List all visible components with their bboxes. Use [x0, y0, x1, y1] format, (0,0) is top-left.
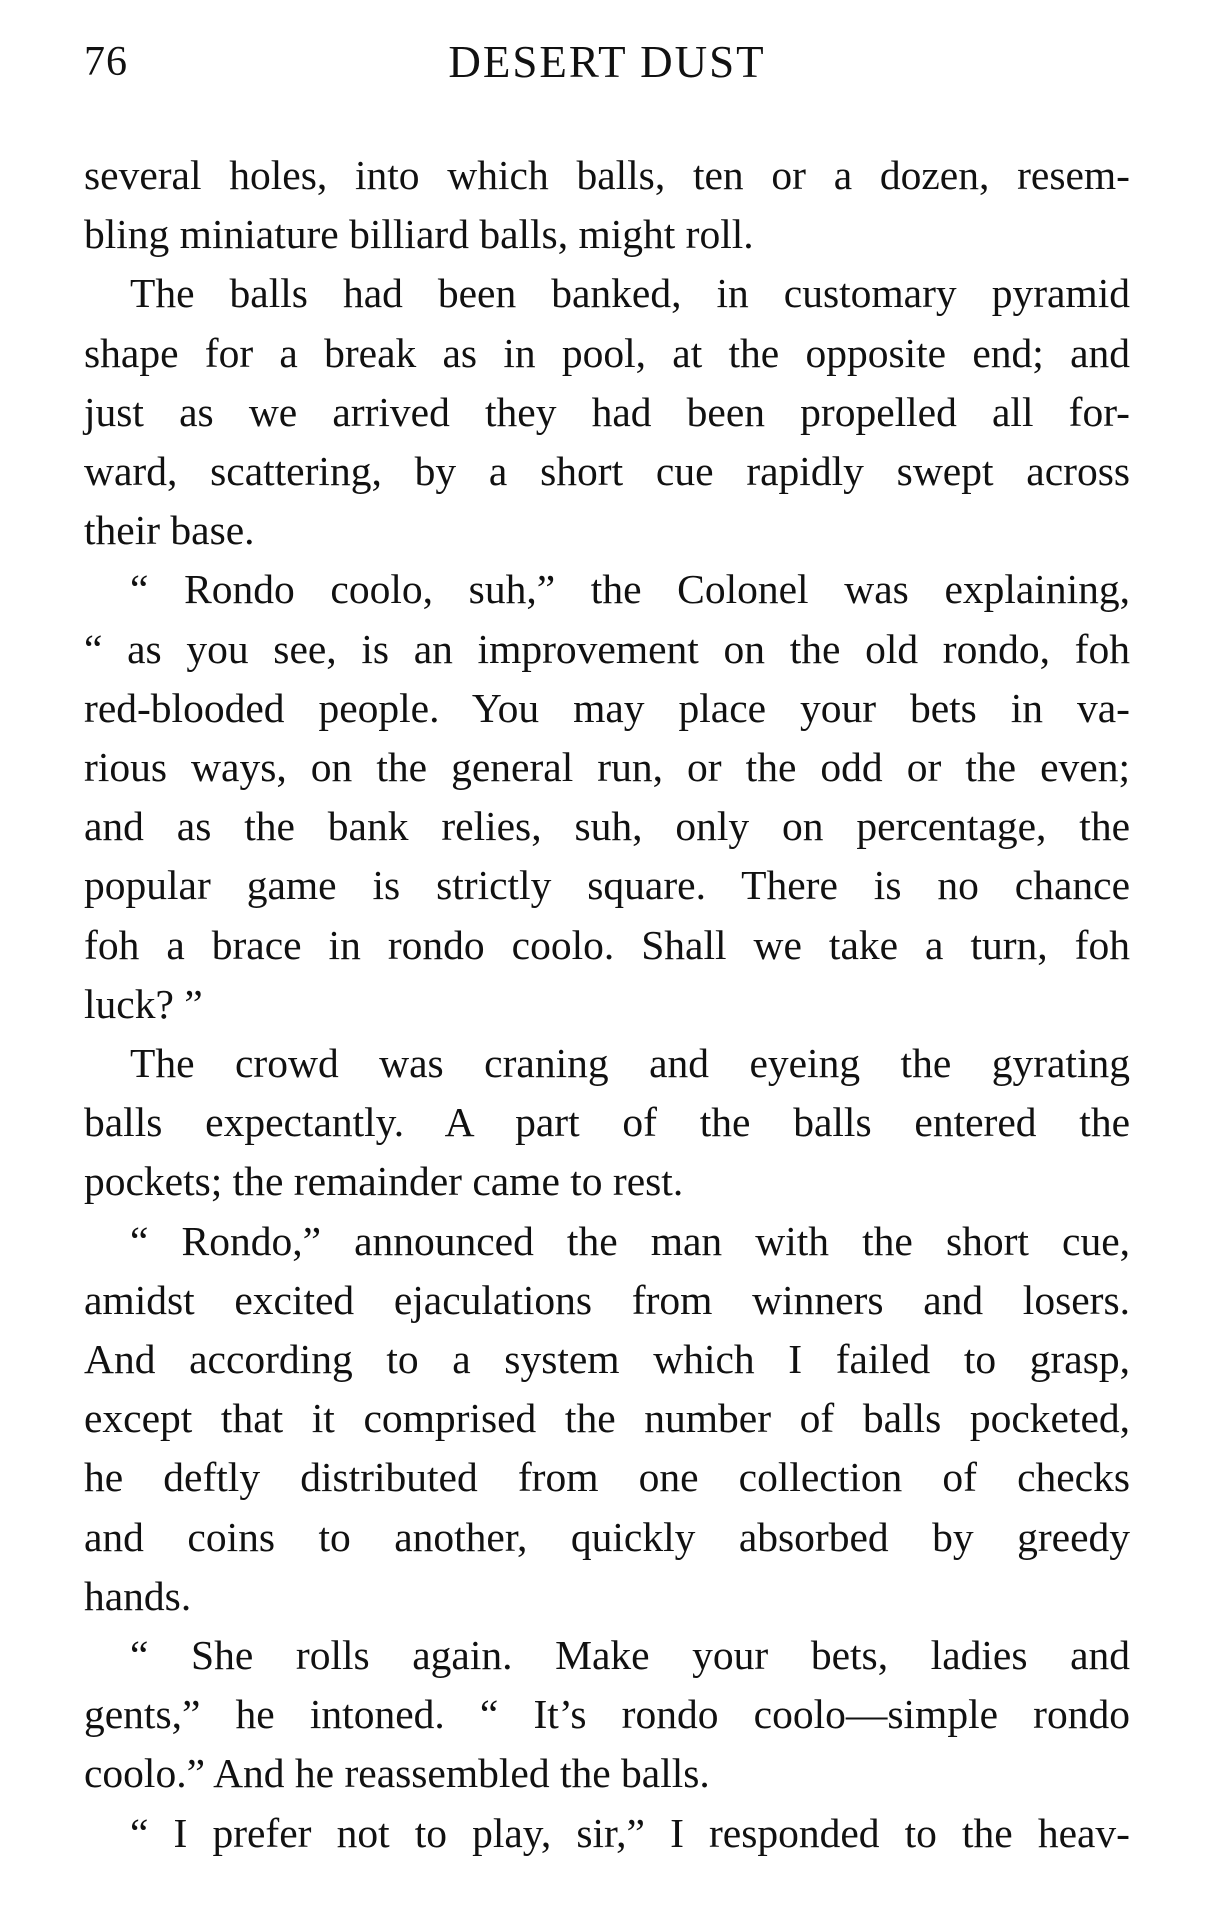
paragraph [84, 560, 1130, 1034]
body-text [84, 146, 1130, 1863]
paragraph [84, 146, 1130, 264]
page-number: 76 [84, 39, 128, 85]
text-line: he deftly distributed from one collection of checks [84, 1454, 1130, 1501]
text-line: gents,” he intoned. “ It’s rondo coolo—simple rondo [84, 1691, 1130, 1738]
text-line: foh a brace in rondo coolo. Shall we take a turn, foh [84, 921, 1130, 968]
page-header [84, 30, 1130, 100]
text-line: shape for a break as in pool, at the opposite end; and [84, 329, 1130, 376]
paragraph [84, 1034, 1130, 1212]
text-line: “ She rolls again. Make your bets, ladies and [130, 1632, 1130, 1679]
paragraph [84, 1804, 1130, 1863]
text-line: their base. [84, 507, 255, 554]
text-line: and as the bank relies, suh, only on percentage, the [84, 803, 1130, 850]
text-line: except that it comprised the number of balls pocketed, [84, 1395, 1130, 1442]
text-line: red-blooded people. You may place your bets in va- [84, 684, 1130, 731]
text-line: bling miniature billiard balls, might roll. [84, 211, 754, 258]
text-line: amidst excited ejaculations from winners and losers. [84, 1276, 1130, 1323]
text-line: And according to a system which I failed to grasp, [84, 1336, 1130, 1383]
text-line: “ as you see, is an improvement on the old rondo, foh [84, 625, 1130, 672]
text-line: luck? ” [84, 980, 203, 1027]
paragraph [84, 1626, 1130, 1804]
paragraph [84, 264, 1130, 560]
book-page [84, 30, 1130, 1863]
text-line: just as we arrived they had been propelled all for- [84, 388, 1130, 435]
text-line: balls expectantly. A part of the balls entered the [84, 1099, 1130, 1146]
text-line: ward, scattering, by a short cue rapidly swept across [84, 448, 1130, 495]
text-line: “ Rondo coolo, suh,” the Colonel was explaining, [130, 566, 1130, 613]
running-head: DESERT DUST [448, 37, 766, 87]
text-line: The crowd was craning and eyeing the gyrating [130, 1040, 1130, 1087]
text-line: popular game is strictly square. There is no chance [84, 862, 1130, 909]
paragraph [84, 1212, 1130, 1626]
text-line: several holes, into which balls, ten or a dozen, resem- [84, 152, 1130, 198]
text-line: “ Rondo,” announced the man with the short cue, [130, 1217, 1130, 1264]
text-line: “ I prefer not to play, sir,” I responded to the heav- [130, 1809, 1130, 1856]
text-line: pockets; the remainder came to rest. [84, 1158, 684, 1205]
text-line: hands. [84, 1572, 192, 1619]
text-line: The balls had been banked, in customary pyramid [130, 270, 1130, 317]
text-line: coolo.” And he reassembled the balls. [84, 1750, 710, 1797]
text-line: rious ways, on the general run, or the odd or the even; [84, 744, 1130, 791]
text-line: and coins to another, quickly absorbed by greedy [84, 1513, 1130, 1560]
